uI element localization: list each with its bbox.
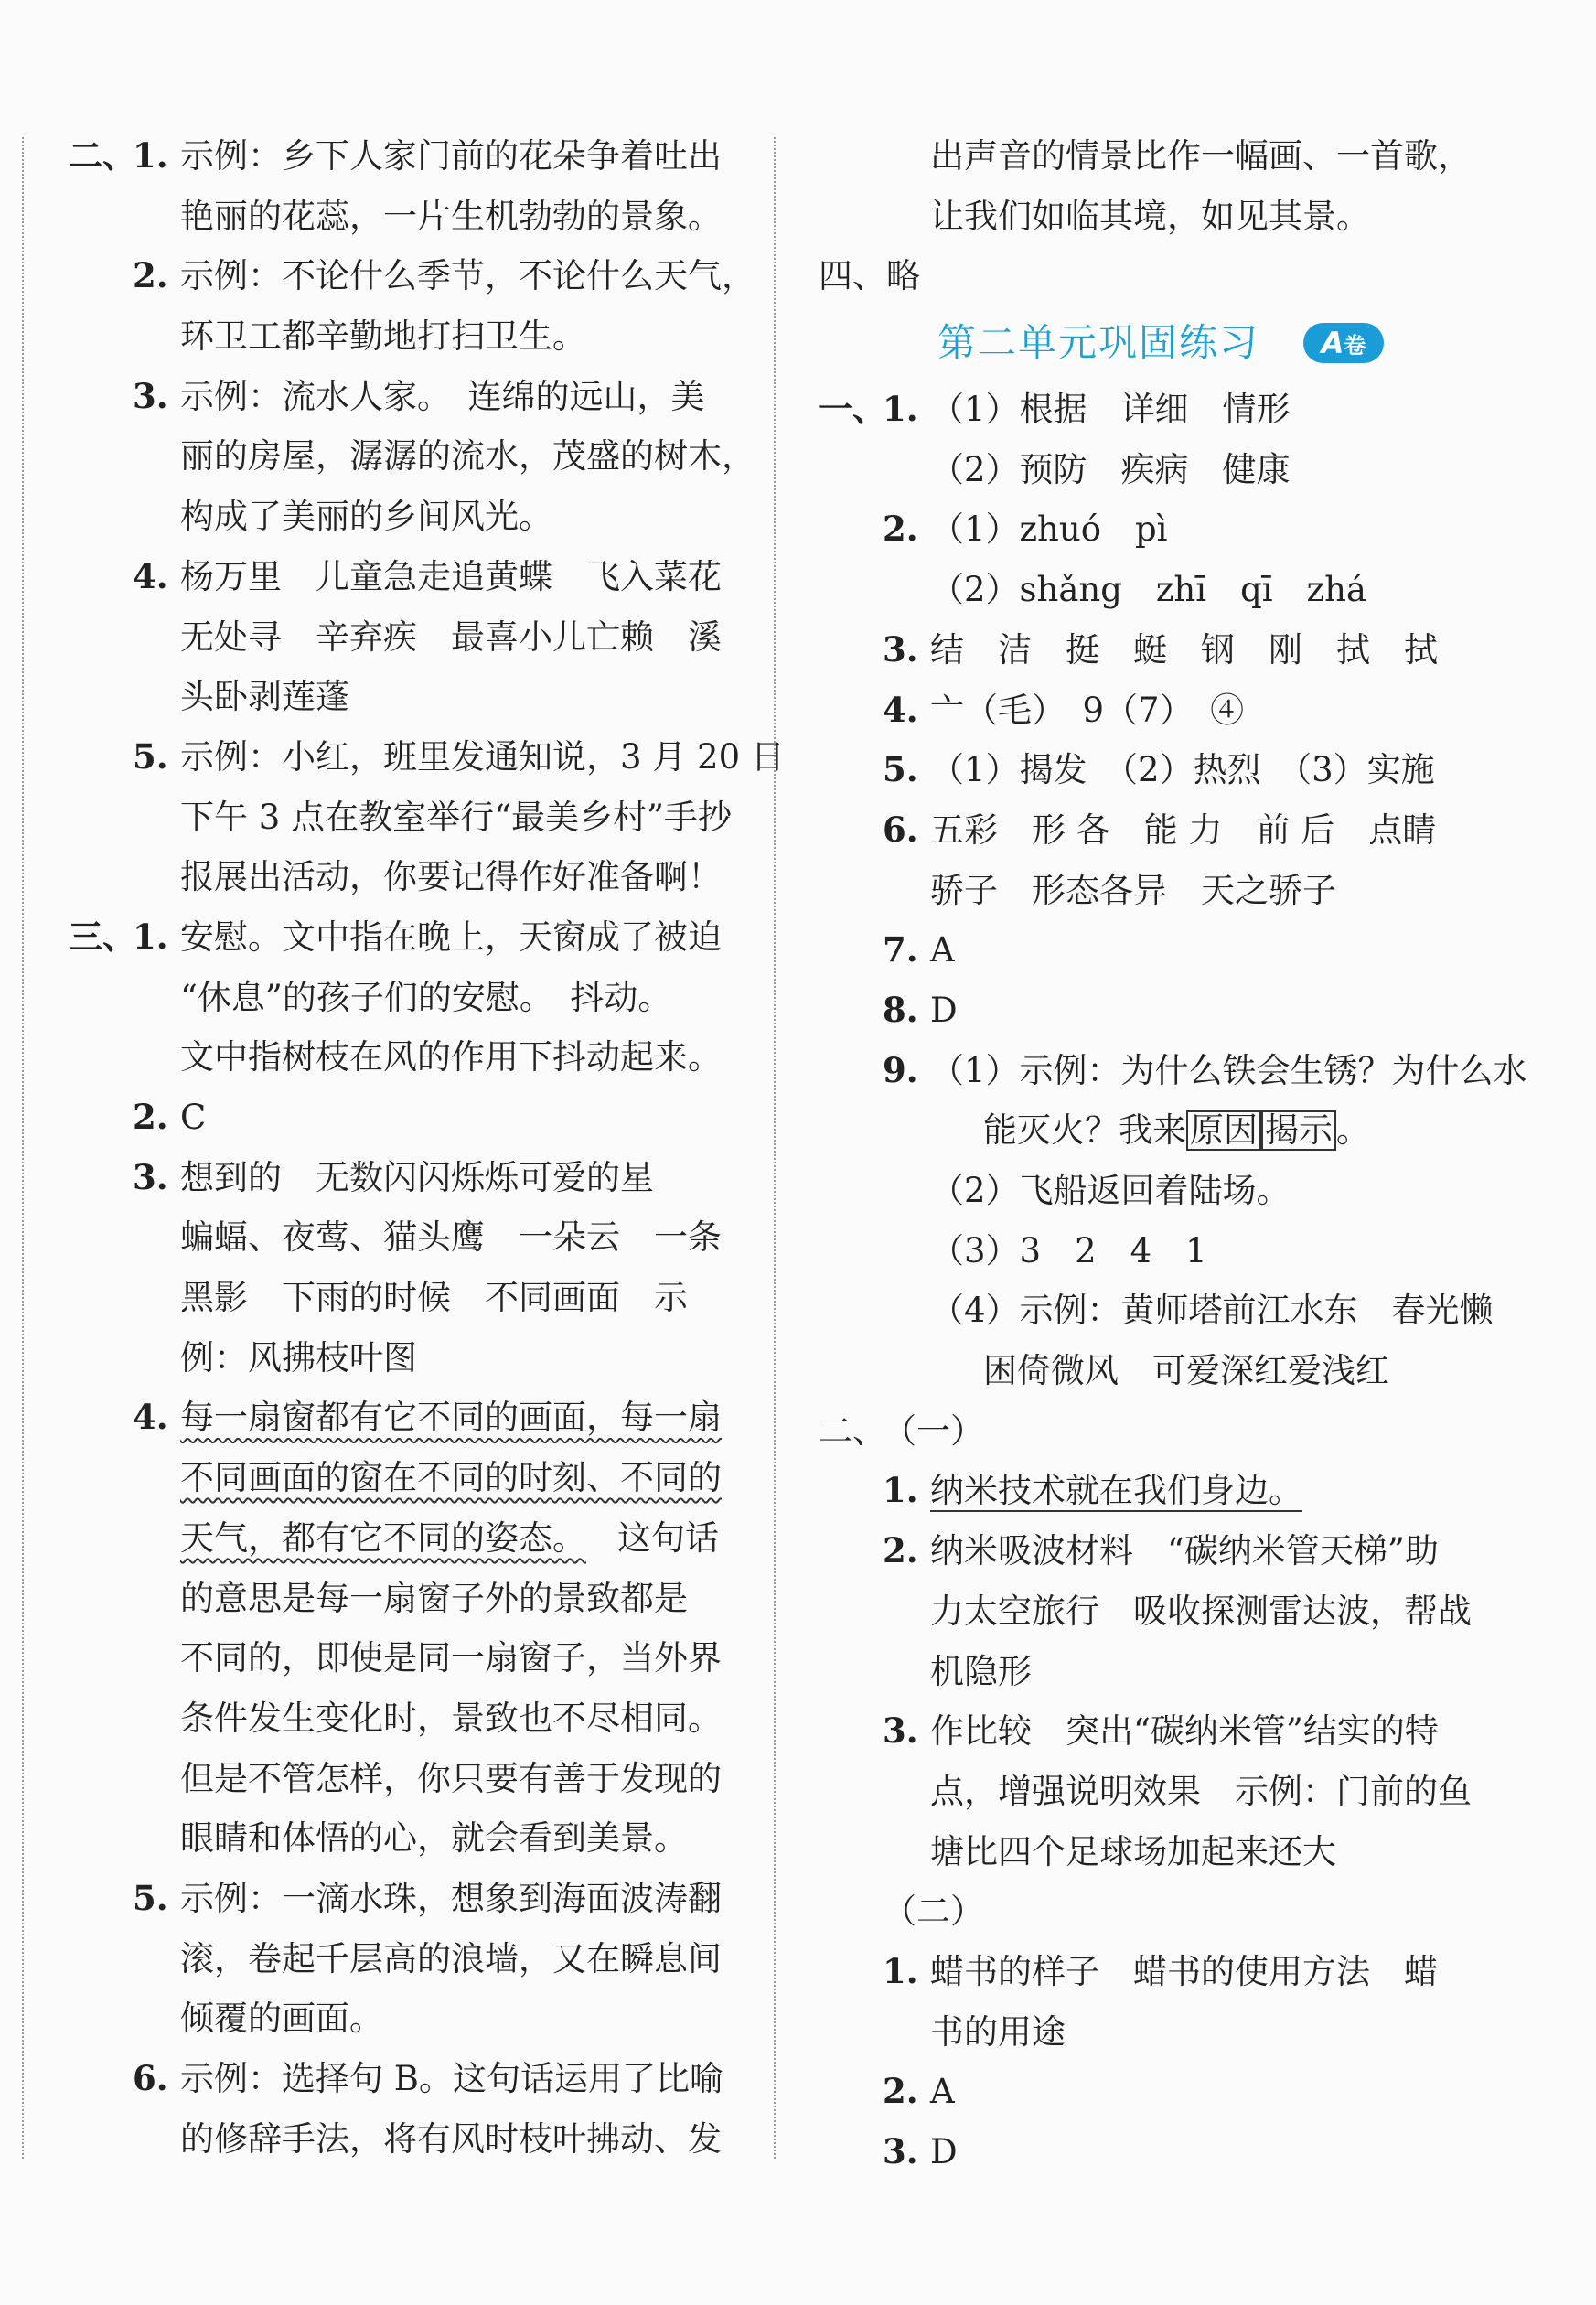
question-number: 1. (883, 1470, 918, 1511)
answer-text: 例：风拂枝叶图 (180, 1337, 417, 1378)
question-number: 3. (883, 628, 918, 670)
underlined-text: 纳米技术就在我们身边。 (930, 1471, 1302, 1511)
answer-text: 眼睛和体悟的心，就会看到美景。 (180, 1818, 688, 1859)
answer-text: 这句话 (617, 1517, 719, 1558)
reading-section-1 (819, 1401, 1550, 1462)
question-number: 3. (883, 1710, 918, 1752)
answer-text: （2）飞船返回着陆场。 (930, 1171, 1291, 1210)
answer-text: （1）揭发 （2）热烈 （3）实施 (930, 750, 1435, 790)
answer-text: D (930, 2132, 958, 2171)
answer-text: 结 洁 挺 蜓 钢 刚 拭 拭 (930, 629, 1438, 670)
answer-text: 困倚微风 可爱深红爱浅红 (983, 1351, 1389, 1391)
answer-2-3 (69, 367, 745, 427)
answer-text: D (930, 990, 958, 1030)
answer-text: 蜡书的样子 蜡书的使用方法 蜡 (930, 1951, 1438, 1991)
answer-3-6 (69, 2049, 745, 2109)
answer-text: 示例：流水人家。 连绵的远山，美 (180, 376, 705, 416)
answer-2-1 (69, 126, 745, 187)
answer-text: 示例：一滴水珠，想象到海面波涛翻 (180, 1878, 722, 1918)
question-number: 5. (883, 749, 918, 790)
unit-answer-8 (819, 981, 1550, 1041)
answer-text: A (930, 2072, 955, 2112)
question-number: 1. (883, 389, 918, 430)
question-number: 1. (133, 135, 168, 176)
reading2-answer-3 (819, 2122, 1550, 2182)
answer-text: （1）zhuó pì (930, 509, 1168, 550)
question-number: 2. (883, 1530, 918, 1571)
proofread-question-mark: ？ (1357, 1050, 1392, 1090)
unit-answer-9 (819, 1041, 1550, 1101)
answer-text: 丽的房屋，潺潺的流水，茂盛的树木， (180, 436, 755, 477)
answer-text: 蝙蝠、夜莺、猫头鹰 一朵云 一条 (180, 1217, 722, 1258)
answer-text: 报展出活动，你要记得作好准备啊！ (180, 857, 722, 897)
answer-text: 构成了美丽的乡间风光。 (180, 497, 552, 537)
boxed-word: 原因 (1186, 1110, 1261, 1151)
reading-section-2 (819, 1882, 1550, 1942)
boxed-word: 揭示 (1261, 1110, 1336, 1151)
unit-answer-4 (819, 681, 1550, 741)
answer-text: 塘比四个足球场加起来还大 (930, 1831, 1336, 1871)
left-margin-dotted-line (22, 137, 24, 2159)
answer-text: 黑影 下雨的时候 不同画面 示 (180, 1278, 688, 1318)
answer-3-1 (69, 907, 745, 968)
section-4-label: 四、略 (819, 256, 920, 296)
question-number: 9. (883, 1049, 918, 1090)
question-number: 2. (133, 1097, 168, 1137)
answer-text: 艳丽的花蕊，一片生机勃勃的景象。 (180, 196, 722, 236)
volume-badge: A卷 (1303, 323, 1384, 363)
answer-text: （1）示例：为什么铁会生锈？为什么水 (930, 1050, 1527, 1090)
part-label: （一） (883, 1410, 984, 1451)
unit-title (819, 306, 1550, 380)
answer-text: 示例：不论什么季节，不论什么天气， (180, 256, 755, 296)
answer-text: 滚，卷起千层高的浪墙，又在瞬息间 (180, 1938, 722, 1978)
answer-text: 让我们如临其境，如见其景。 (930, 196, 1370, 236)
answer-3-4 (69, 1388, 745, 1448)
answer-text: 骄子 形态各异 天之骄子 (930, 870, 1336, 910)
question-number: 5. (133, 735, 168, 777)
answer-text: 杨万里 儿童急走追黄蝶 飞入菜花 (180, 556, 722, 596)
answer-text: 下午 3 点在教室举行“最美乡村”手抄 (180, 797, 732, 837)
unit-answer-5 (819, 740, 1550, 800)
answer-3-3 (69, 1148, 745, 1208)
reading-answer-2 (819, 1521, 1550, 1581)
question-number: 3. (133, 1156, 168, 1197)
question-number: 1. (883, 1950, 918, 1991)
section-label: 二、 (69, 135, 136, 176)
question-number: 7. (883, 929, 918, 970)
answer-text: 点，增强说明效果 示例：门前的鱼 (930, 1771, 1472, 1811)
answer-text: 但是不管怎样，你只要有善于发现的 (180, 1758, 722, 1798)
question-number: 4. (133, 555, 168, 596)
answer-text: （2）shǎng zhī qī zhá (930, 570, 1366, 610)
answer-text: 机隐形 (930, 1651, 1032, 1691)
reading2-answer-1 (819, 1942, 1550, 2002)
answer-text: 纳米吸波材料 “碳纳米管天梯”助 (930, 1531, 1439, 1571)
answer-2-4 (69, 547, 745, 607)
answer-3-2 (69, 1088, 745, 1148)
answer-text: A (930, 930, 955, 970)
question-number: 3. (883, 2131, 918, 2171)
wavy-underlined-text: 天气，都有它不同的姿态。 (180, 1517, 586, 1558)
wavy-underlined-text: 不同画面的窗在不同的时刻、不同的 (180, 1458, 722, 1498)
question-number: 4. (883, 689, 918, 730)
question-number: 2. (883, 2071, 918, 2112)
question-number: 1. (133, 916, 168, 957)
question-number: 5. (133, 1877, 168, 1918)
answer-text: 无处寻 辛弃疾 最喜小儿亡赖 溪 (180, 616, 722, 657)
answer-text: 安慰。文中指在晚上，天窗成了被迫 (180, 917, 722, 957)
answer-text: 出声音的情景比作一幅画、一首歌， (930, 136, 1472, 176)
answer-3-5 (69, 1869, 745, 1929)
answer-text: 不同的，即使是同一扇窗子，当外界 (180, 1638, 722, 1678)
column-divider-dotted-line (774, 137, 776, 2159)
question-number: 6. (133, 2058, 168, 2098)
answer-text: 想到的 无数闪闪烁烁可爱的星 (180, 1157, 654, 1197)
answer-text: （3）3 2 4 1 (930, 1230, 1207, 1270)
reading-answer-1 (819, 1461, 1550, 1521)
answer-text: 书的用途 (930, 2011, 1066, 2052)
section-label: 一、 (819, 389, 886, 430)
answer-text: C (180, 1098, 207, 1137)
reading-answer-3 (819, 1701, 1550, 1762)
answer-text: 倾覆的画面。 (180, 1999, 383, 2039)
section-label: 三、 (69, 916, 136, 957)
answer-text: “休息”的孩子们的安慰。 抖动。 (180, 977, 672, 1017)
answer-text: （2）预防 疾病 健康 (930, 449, 1291, 489)
left-column (69, 126, 785, 2169)
question-number: 3. (133, 375, 168, 416)
answer-text: 示例：乡下人家门前的花朵争着吐出 (180, 136, 722, 176)
unit-answer-2 (819, 499, 1550, 560)
answer-text: （1）根据 详细 情形 (930, 390, 1291, 430)
answer-2-2 (69, 246, 755, 306)
answer-text: 的修辞手法，将有风时枝叶拂动、发 (180, 2118, 722, 2159)
answer-text: 示例：选择句 B。这句话运用了比喻 (180, 2059, 723, 2098)
answer-text: 文中指树枝在风的作用下抖动起来。 (180, 1037, 722, 1077)
unit-answer-6 (819, 800, 1550, 861)
section-label: 二、 (819, 1410, 886, 1451)
unit-title-text: 第二单元巩固练习 (937, 320, 1260, 366)
question-number: 2. (883, 509, 918, 550)
answer-text: 条件发生变化时，景致也不尽相同。 (180, 1698, 722, 1738)
part-label: （二） (883, 1892, 984, 1932)
unit-answer-7 (819, 920, 1550, 981)
wavy-underlined-text: 每一扇窗都有它不同的画面，每一扇 (180, 1398, 722, 1438)
answer-text: 力太空旅行 吸收探测雷达波，帮战 (930, 1591, 1472, 1631)
answer-text: 示例：小红，班里发通知说，3 月 20 日 (180, 736, 785, 777)
answer-text: 能灭火？我来 原因 揭示 。 (983, 1110, 1370, 1151)
answer-text: （4）示例：黄师塔前江水东 春光懒 (930, 1291, 1494, 1331)
answer-text: 头卧剥莲蓬 (180, 677, 349, 717)
answer-2-5 (69, 727, 785, 788)
unit-answer-3 (819, 620, 1550, 681)
answer-text: 五彩 形 各 能 力 前 后 点睛 (930, 809, 1437, 850)
question-number: 2. (133, 255, 168, 296)
reading2-answer-2 (819, 2062, 1550, 2122)
question-number: 8. (883, 989, 918, 1030)
answer-text: 亠（毛） 9（7） ④ (930, 690, 1245, 730)
right-column (819, 126, 1550, 2182)
unit-answer-1 (819, 380, 1550, 440)
answer-text: 作比较 突出“碳纳米管”结实的特 (930, 1711, 1439, 1752)
answer-text: 环卫工都辛勤地打扫卫生。 (180, 316, 586, 357)
question-number: 6. (883, 809, 918, 850)
question-number: 4. (133, 1397, 168, 1438)
answer-text: 的意思是每一扇窗子外的景致都是 (180, 1578, 688, 1618)
